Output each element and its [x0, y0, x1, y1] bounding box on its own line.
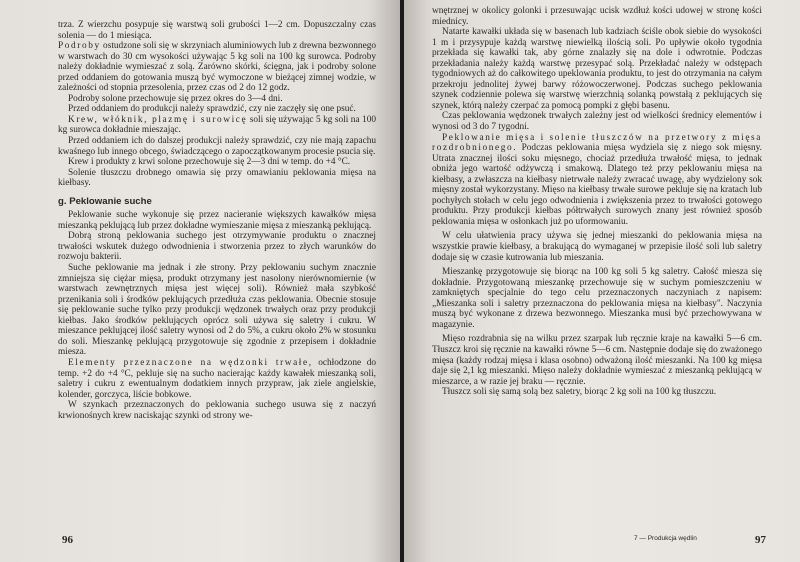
paragraph	[58, 94, 376, 105]
paragraph	[432, 267, 762, 330]
paragraph-text: W celu ułatwienia pracy używa się jednej mieszanki do peklowania mięsa na wszystkie prawie kiełbasy, a brakującą do wymaganej w przepisie ilość soli lub saletry dodaje się w czasie kutrowania lub mieszania.	[432, 231, 762, 263]
paragraph-text: Dobrą stroną peklowania suchego jest otrzymywanie produktu o znacznej trwałości wskutek dużego odwodnienia i stworzenia przez to złych warunków do rozwoju bakterii.	[58, 231, 376, 263]
paragraph	[58, 358, 376, 400]
paragraph	[58, 157, 376, 168]
paragraph-text: W szynkach przeznaczonych do peklowania suchego usuwa się z naczyń krwionośnych krew naciskając szynki od strony we-	[58, 400, 376, 421]
paragraph-text: Krew i produkty z krwi solone przechowuje się 2—3 dni w temp. do +4 °C.	[68, 157, 351, 168]
paragraph-text: Przed oddaniem do produkcji należy sprawdzić, czy nie zaczęły się one psuć.	[68, 104, 356, 115]
paragraph	[58, 104, 376, 115]
spaced-lead-term: Elementy przeznaczone na wędzonki trwałe,	[68, 357, 313, 368]
paragraph-text: Przed oddaniem ich do dalszej produkcji należy sprawdzić, czy nie mają zapachu kwaśnego lub innego obcego, świadczącego o zapoczątkowanym procesie psucia się.	[58, 136, 376, 157]
paragraph-text: Suche peklowanie ma jednak i złe strony. Przy peklowaniu suchym znacznie zmniejsza się ciężar mięsa, produkt otrzymany jest nasolony nierównomiernie (w warstwach zewnętrznych mięsa jest więcej soli). Również mała szybkość przenikania soli i środków peklujących przedłuża czas peklowania. Obecnie stosuje się peklowanie suche tylko przy produkcji wędzonek trwałych oraz przy produkcji kiełbas. Jako środków peklujących oprócz soli używa się saletry i cukru. W mieszance peklującej ilość saletry wynosi od 2 do 5%, a cukru około 2% w stosunku do soli. Mieszankę peklującą przygotowuje się zgodnie z przepisem i dokładnie miesza.	[58, 263, 376, 358]
right-page	[404, 0, 800, 562]
paragraph-text: soli się używając 5 kg soli na 100 kg surowca dokładnie mieszając.	[58, 114, 376, 136]
paragraph	[58, 263, 376, 358]
paragraph-text: Peklowanie suche wykonuje się przez nacieranie większych kawałków mięsa mieszanką peklującą lub przez dokładne wymieszanie mięsa z mieszanką peklującą.	[58, 210, 376, 231]
paragraph	[432, 334, 762, 387]
paragraph	[58, 168, 376, 189]
paragraph	[432, 133, 762, 228]
paragraph-text: Natarte kawałki układa się w basenach lub kadziach ściśle obok siebie do wysokości 1 m i przysypuje każdą warstwę niewielką ilością soli. Po upływie około tygodnia przekłada się kawałki tak, aby górne znalazły się na dole i odwrotnie. Podczas przekładania należy każdą warstwę przesypać solą. Przekładać należy w odstępach tygodniowych aż do całkowitego upeklowania produktu, to jest do otrzymania na całym przekroju jednolitej żywej barwy różowoczerwonej. Podczas suchego peklowania szynek codziennie polewa się warstwę wierzchnią solanką powstałą z peklujących się szynek, którą należy czerpać za pomocą pompki z głębi basenu.	[432, 27, 762, 111]
paragraph	[58, 400, 376, 421]
paragraph-text: Podroby solone przechowuje się przez okres do 3—4 dni.	[68, 93, 283, 104]
right-page-text	[432, 6, 762, 398]
paragraph	[58, 20, 376, 41]
left-page-number: 96	[62, 534, 73, 546]
paragraph	[432, 111, 762, 132]
footer-note: 7 — Produkcja wędlin	[634, 535, 697, 542]
spaced-lead-term: Krew, włóknik, plazmę i surowicę	[68, 114, 248, 125]
paragraph-text: Tłuszcz soli się samą solą bez saletry, biorąc 2 kg soli na 100 kg tłuszczu.	[442, 387, 717, 398]
section-heading: g. Peklowanie suche	[58, 195, 152, 207]
paragraph-text: ostudzone soli się w skrzyniach aluminiowych lub z drewna bezwonnego w warstwach do 30 cm wysokości używając 5 kg soli na 100 kg surowca. Podroby należy dokładnie wymieszać z solą. Zarówno skórki, ścięgna, jak i podroby solone przed oddaniem do gotowania muszą być wymoczone w bieżącej zimnej wodzie, w zależności od stopnia przesolenia, przez czas od 2 do 12 godz.	[58, 41, 376, 94]
right-page-number: 97	[755, 534, 766, 546]
paragraph-text: Mięso rozdrabnia się na wilku przez szarpak lub ręcznie kraje na kawałki 5—6 cm. Tłuszcz kroi się ręcznie na kawałki równe 5—6 cm. Następnie dodaje się do zważonego mięsa (każdy rodzaj mięsa i klasa osobno) odważoną ilość mieszanki. Na 100 kg mięsa daje się 2,1 kg mieszanki. Mięso należy dokładnie wymieszać z mieszanką peklującą w mieszarce, a w razie jej braku — ręcznie.	[432, 334, 762, 387]
paragraph	[58, 231, 376, 263]
left-page-text	[58, 20, 376, 421]
spaced-lead-term: Podroby	[58, 41, 101, 52]
paragraph-text: Mieszankę przygotowuje się biorąc na 100 kg soli 5 kg saletry. Całość miesza się dokładnie. Przygotowaną mieszankę przechowuje się w suchym pomieszczeniu w zamkniętych specjalnie do tego celu przeznaczonych naczyniach z napisem: „Mieszanka soli i saletry przeznaczona do peklowania mięsa na kiełbasy". Naczynia muszą być wykonane z drzewa bezwonnego. Mieszanka musi być przechowywana w magazynie.	[432, 267, 762, 330]
paragraph	[58, 115, 376, 136]
spaced-lead-term: Peklowanie mięsa i solenie tłuszczów na przetwory z mięsa rozdrobnionego.	[432, 132, 762, 154]
paragraph	[432, 27, 762, 111]
paragraph	[58, 136, 376, 157]
paragraph-text: trza. Z wierzchu posypuje się warstwą soli grubości 1—2 cm. Dopuszczalny czas solenia — do 1 miesiąca.	[58, 20, 376, 41]
paragraph	[58, 210, 376, 231]
paragraph	[432, 387, 762, 398]
paragraph	[58, 41, 376, 94]
paragraph-text: Czas peklowania wędzonek trwałych zależny jest od wielkości średnicy elementów i wynosi od 3 do 7 tygodni.	[432, 111, 762, 133]
paragraph	[432, 6, 762, 27]
paragraph-text: wnętrznej w okolicy golonki i przesuwając ucisk wzdłuż kości udowej w stronę kości miednicy.	[432, 6, 762, 27]
paragraph-text: Solenie tłuszczu drobnego omawia się przy omawianiu peklowania mięsa na kiełbasy.	[58, 167, 376, 189]
paragraph-text: Podczas peklowania mięsa wydziela się z niego sok mięsny. Utrata znacznej ilości soku mięsnego, chociaż przedłuża trwałość mięsa, to jednak obniża jego wartość odżywczą i smakową. Dlatego też przy peklowaniu mięsa na kiełbasy, a zwłaszcza na kiełbasy nietrwałe należy zwracać uwagę, aby wydzielony sok mięsny został wykorzystany. Mięso na kiełbasy trwałe surowe peklujе się na kratach lub pochyłych stołach w celu jego odwodnienia i zwiększenia przez to trwałości gotowego produktu. Przy produkcji kiełbas półtrwałych surowych znany jest również sposób peklowania mięsa w osłonkach już po uformowaniu.	[432, 143, 762, 227]
paragraph	[432, 231, 762, 263]
paragraph-text: ochłodzone do temp. +2 do +4 °C, peklujе się na sucho nacierając każdy kawałek mieszanką soli, saletry i cukru z ewentualnym dodatkiem innych przypraw, jak ziele angielskie, kolender, gorczyca, liście bobkowe.	[58, 357, 376, 400]
